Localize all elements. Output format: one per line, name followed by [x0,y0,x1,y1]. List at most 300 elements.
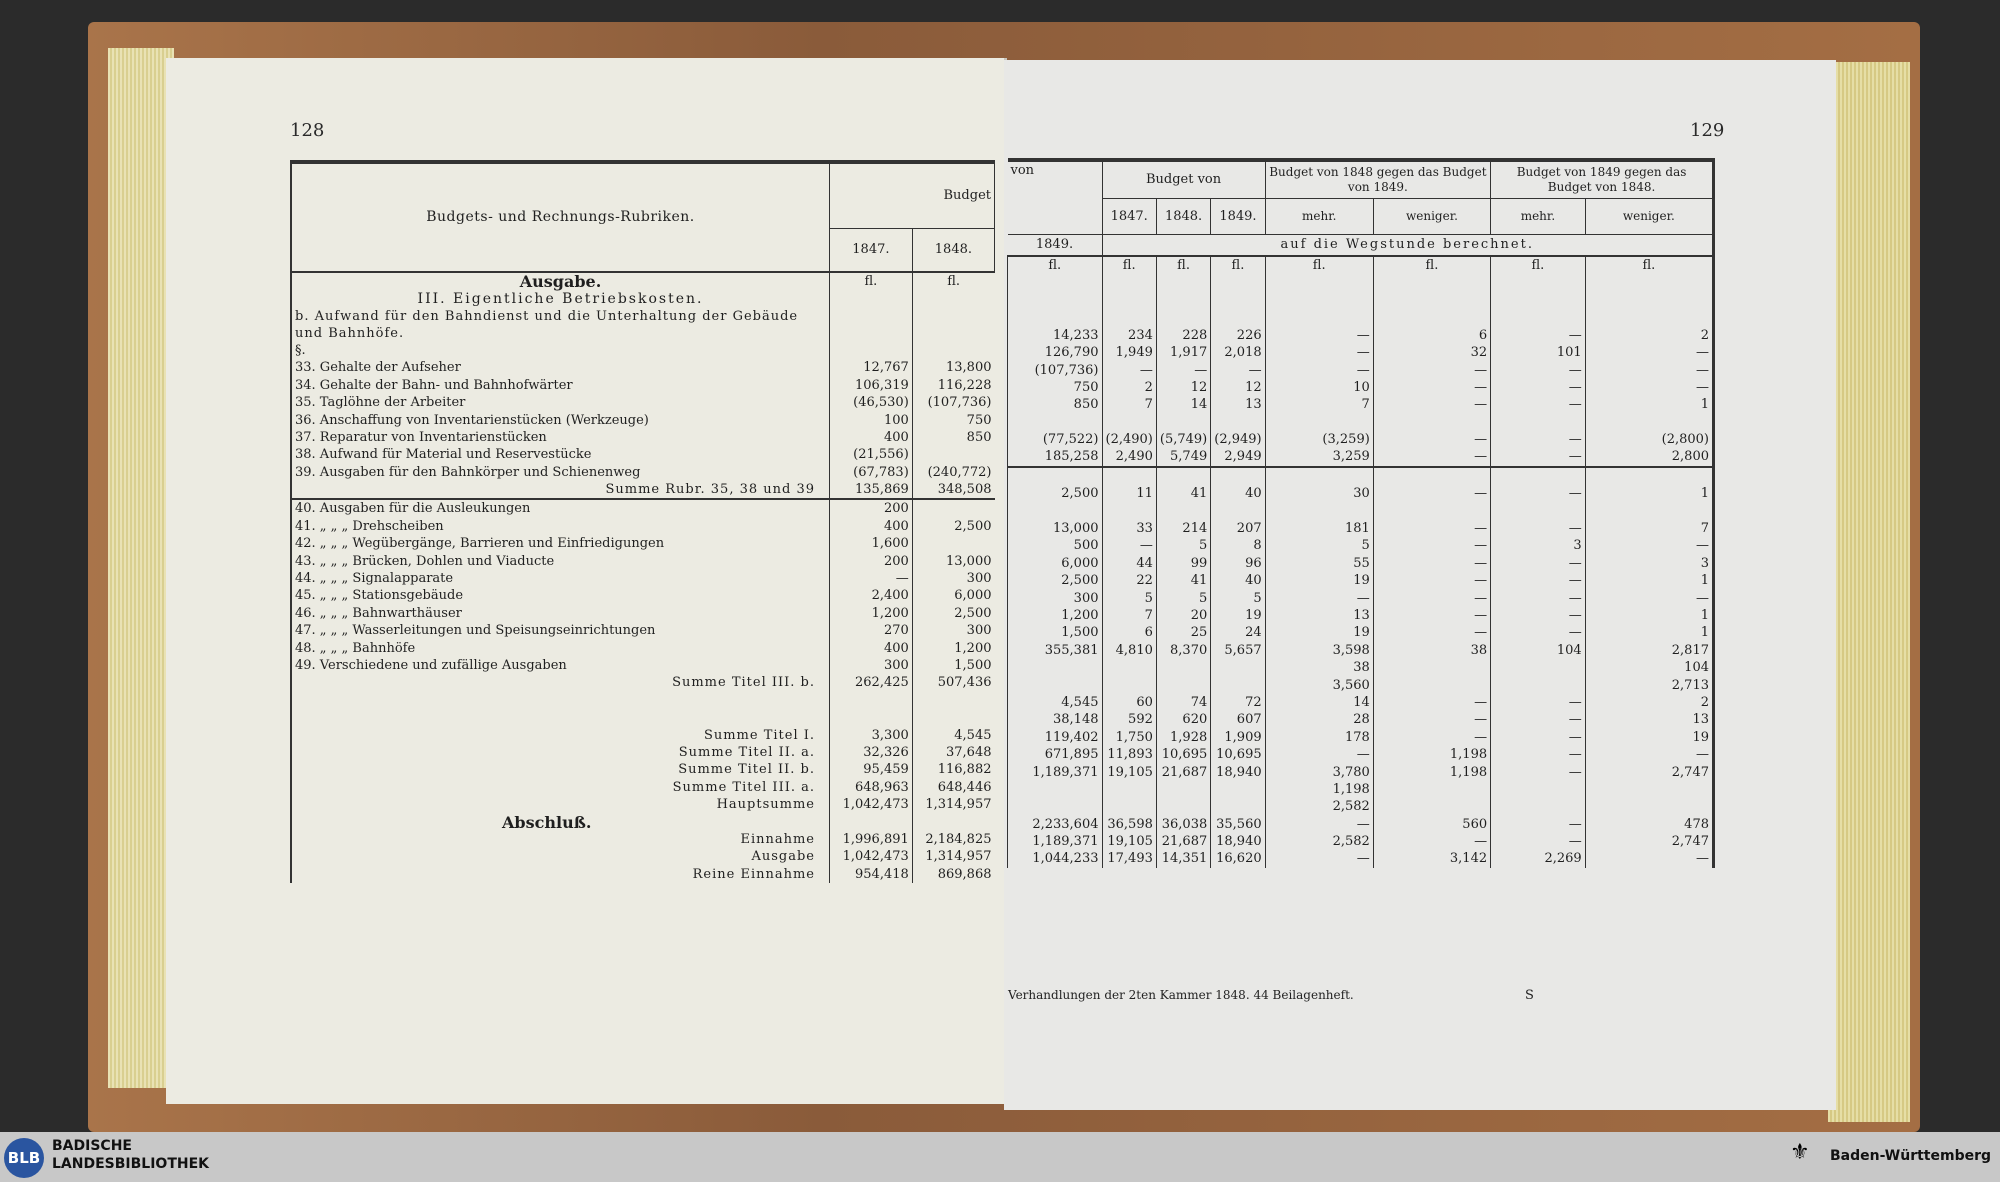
value-1847: 262,425 [830,674,913,691]
cell-col4 [1265,467,1373,485]
table-row [1008,555,1714,572]
table-row [1008,694,1714,711]
value-1848 [912,692,994,709]
y1849: 1849. [1211,198,1265,234]
page-edges-right [1828,62,1910,1122]
unit-cell: fl. [1585,256,1713,274]
cell-col3 [1211,414,1265,431]
cell-col5: — [1373,589,1490,606]
value-1847: 270 [830,622,913,639]
value-1848: (240,772) [912,464,994,481]
table-row [291,552,995,569]
cell-col4: 28 [1265,711,1373,728]
cell-col6 [1491,467,1586,485]
cell-col1: 6 [1102,624,1156,641]
cell-col3: 40 [1211,572,1265,589]
cell-col7: 2 [1585,694,1713,711]
value-1848 [912,709,994,726]
row-label: 36. Anschaffung von Inventarienstücken (Werkzeuge) [295,412,649,428]
cell-col3: 2,949 [1211,448,1265,466]
cell-col4: — [1265,746,1373,763]
table-row [291,796,995,813]
cell-col1 [1102,467,1156,485]
value-1848: 1,314,957 [912,796,994,813]
cell-col7: (2,800) [1585,431,1713,448]
table-row [291,744,995,761]
cell-col5: 1,198 [1373,746,1490,763]
cell-col0: 850 [1008,396,1103,413]
left-page-number: 128 [290,120,325,141]
table-row [1008,781,1714,798]
closing-1848: 2,184,825 [912,831,994,848]
unit-cell: fl. [1491,256,1586,274]
cell-col6: — [1491,379,1586,396]
cell-col4: 3,598 [1265,642,1373,659]
cell-col0: 1,189,371 [1008,763,1103,780]
cell-col2: 5 [1156,589,1210,606]
value-1847: 135,869 [830,481,913,499]
cell-col6: — [1491,572,1586,589]
cell-col0: 2,500 [1008,572,1103,589]
y1848: 1848. [1156,198,1210,234]
cell-col6: — [1491,589,1586,606]
cell-col3: 18,940 [1211,763,1265,780]
cell-col1 [1102,659,1156,676]
value-1848: 116,228 [912,377,994,394]
value-1847: 400 [830,639,913,656]
cell-col2: 5,749 [1156,448,1210,466]
cell-col7: 3 [1585,555,1713,572]
closing-col5: 560 [1373,816,1490,833]
closing-label: Einnahme [740,831,815,847]
cell-col5: — [1373,572,1490,589]
table-row [1008,572,1714,589]
cell-col7 [1585,502,1713,519]
left-budget-table [290,160,995,883]
row-label: Hauptsumme [716,797,815,813]
table-row [1008,502,1714,519]
table-row [1008,431,1714,448]
cell-col3: 19 [1211,607,1265,624]
cell-col7: 104 [1585,659,1713,676]
cell-col1 [1102,781,1156,798]
table-row [1008,361,1714,378]
cell-col2 [1156,414,1210,431]
cell-col5: — [1373,624,1490,641]
row-label: 49. Verschiedene und zufällige Ausgaben [295,658,567,673]
cell-col4: 19 [1265,572,1373,589]
cell-col5: 38 [1373,642,1490,659]
cell-col7 [1585,798,1713,815]
cell-col7 [1585,781,1713,798]
sheet-mark: S [1525,988,1534,1003]
cell-col1: 33 [1102,520,1156,537]
table-row [1008,589,1714,606]
value-1847: 1,200 [830,605,913,622]
row-label: Summe Rubr. 35, 38 und 39 [605,482,815,498]
cell-col5: 1,198 [1373,763,1490,780]
cell-col4: 3,259 [1265,448,1373,466]
value-1848: 850 [912,429,994,446]
cell-col1: 11,893 [1102,746,1156,763]
value-1847: (67,783) [830,464,913,481]
cell-col6: 104 [1491,642,1586,659]
closing-col5: 3,142 [1373,850,1490,867]
table-row [1008,607,1714,624]
abschluss-title: Abschluß. [502,812,592,832]
table-row [291,692,995,709]
cell-col7: 2,817 [1585,642,1713,659]
cell-col5 [1373,467,1490,485]
cell-col7: 13 [1585,711,1713,728]
cell-col0 [1008,659,1103,676]
cell-col6: — [1491,694,1586,711]
printer-signature: Verhandlungen der 2ten Kammer 1848. 44 Beilagenheft. [1008,988,1354,1002]
table-row [291,535,995,552]
cell-col6: — [1491,729,1586,746]
value-1848: 4,545 [912,726,994,743]
table-row [1008,659,1714,676]
cell-col6: — [1491,555,1586,572]
cell-col3: 207 [1211,520,1265,537]
cell-col5: — [1373,379,1490,396]
cell-col0: 185,258 [1008,448,1103,466]
cell-col6: 3 [1491,537,1586,554]
table-row [1008,711,1714,728]
unit-col2: fl. [912,272,994,290]
per-hour-header: auf die Wegstunde berechnet. [1102,234,1714,256]
cell-col2: 1,917 [1156,344,1210,361]
cell-col3: (2,949) [1211,431,1265,448]
cell-col6: — [1491,520,1586,537]
cell-col7: 1 [1585,572,1713,589]
cell-col6 [1491,798,1586,815]
value-1847: 100 [830,411,913,428]
cell-col4: 30 [1265,485,1373,502]
cell-col6: — [1491,431,1586,448]
value-1847: 95,459 [830,761,913,778]
cell-col1: 19,105 [1102,763,1156,780]
table-row [291,570,995,587]
cell-col0: 500 [1008,537,1103,554]
cell-col6: — [1491,448,1586,466]
table-row [1008,520,1714,537]
cell-col0: 355,381 [1008,642,1103,659]
table-row [291,377,995,394]
cell-col7: 2,800 [1585,448,1713,466]
cell-col3: 10,695 [1211,746,1265,763]
cell-col0: 14,233 [1008,327,1103,344]
closing-1848: 869,868 [912,866,994,883]
cell-col0: 671,895 [1008,746,1103,763]
closing-col3: 18,940 [1211,833,1265,850]
cell-col7: — [1585,537,1713,554]
unit-cell: fl. [1373,256,1490,274]
cell-col0: 300 [1008,589,1103,606]
cell-col0: 1,500 [1008,624,1103,641]
cell-col7: — [1585,379,1713,396]
table-row [291,657,995,674]
weniger-1: weniger. [1373,198,1490,234]
cell-col5: — [1373,431,1490,448]
row-label: 39. Ausgaben für den Bahnkörper und Schienenweg [295,464,641,480]
cell-col2: 1,928 [1156,729,1210,746]
cell-col7: 2,747 [1585,763,1713,780]
cell-col2: (5,749) [1156,431,1210,448]
cell-col1 [1102,676,1156,693]
table-row [1008,414,1714,431]
closing-col3: 16,620 [1211,850,1265,867]
cell-col7 [1585,414,1713,431]
table-row [1008,624,1714,641]
value-1847: 32,326 [830,744,913,761]
table-row [291,411,995,428]
cell-col3: 24 [1211,624,1265,641]
row-label: 46. „ „ „ Bahnwarthäuser [295,605,462,621]
budget-header: Budget [830,162,995,228]
cell-col4: 178 [1265,729,1373,746]
cell-col3 [1211,467,1265,485]
cell-col3 [1211,659,1265,676]
cell-col5: — [1373,448,1490,466]
unit-cell: fl. [1008,256,1103,274]
value-1848: 37,648 [912,744,994,761]
cell-col5 [1373,781,1490,798]
row-label: 42. „ „ „ Wegübergänge, Barrieren und Einfriedigungen [295,536,665,552]
closing-col1: 36,598 [1102,816,1156,833]
cell-col3: — [1211,361,1265,378]
cell-col3: 72 [1211,694,1265,711]
cell-col2: 214 [1156,520,1210,537]
cell-col2 [1156,781,1210,798]
cell-col6 [1491,781,1586,798]
cell-col3 [1211,781,1265,798]
value-1847: 1,042,473 [830,796,913,813]
closing-col7: — [1585,850,1713,867]
cell-col4: 7 [1265,396,1373,413]
cell-col2: 10,695 [1156,746,1210,763]
unit-cell: fl. [1102,256,1156,274]
table-row [291,779,995,796]
cell-col2: 99 [1156,555,1210,572]
closing-col2: 21,687 [1156,833,1210,850]
cell-col5 [1373,414,1490,431]
closing-col0: 1,044,233 [1008,850,1103,867]
cell-col6 [1491,659,1586,676]
value-1848: 13,800 [912,359,994,376]
value-1847: (21,556) [830,446,913,463]
value-1848: 116,882 [912,761,994,778]
value-1847 [830,709,913,726]
table-row [1008,729,1714,746]
closing-row [1008,816,1714,833]
cell-col2 [1156,502,1210,519]
library-line2: LANDESBIBLIOTHEK [52,1156,210,1172]
table-row [291,622,995,639]
value-1848 [912,499,994,517]
year-1849-col: 1849. [1008,234,1103,256]
table-row [291,429,995,446]
value-1848: 300 [912,570,994,587]
row-label: 45. „ „ „ Stationsgebäude [295,588,464,604]
cell-col5: 32 [1373,344,1490,361]
row-label: 41. „ „ „ Drehscheiben [295,518,444,534]
cell-col6: — [1491,624,1586,641]
cell-col0 [1008,676,1103,693]
unit-cell: fl. [1211,256,1265,274]
cell-col3: 13 [1211,396,1265,413]
closing-1847: 1,042,473 [830,848,913,865]
cell-col7: — [1585,344,1713,361]
value-1847: 400 [830,518,913,535]
value-1847: 3,300 [830,726,913,743]
cell-col4: 14 [1265,694,1373,711]
cell-col6 [1491,676,1586,693]
cell-col4: 2,582 [1265,798,1373,815]
value-1848: 2,500 [912,605,994,622]
cell-col0: 6,000 [1008,555,1103,572]
value-1848: 300 [912,622,994,639]
closing-col0: 1,189,371 [1008,833,1103,850]
cell-col1: (2,490) [1102,431,1156,448]
table-row [1008,746,1714,763]
table-row [1008,344,1714,361]
table-row [291,761,995,778]
cell-col6: — [1491,607,1586,624]
cell-col7: 19 [1585,729,1713,746]
cell-col0: (107,736) [1008,361,1103,378]
cell-col3: 1,909 [1211,729,1265,746]
cell-col4: (3,259) [1265,431,1373,448]
mehr-1: mehr. [1265,198,1373,234]
cell-col3: 2,018 [1211,344,1265,361]
cell-col1: 7 [1102,607,1156,624]
compare-1849-header: Budget von 1849 gegen das Budget von 1848. [1491,160,1714,198]
cell-col7: 1 [1585,396,1713,413]
cell-col7: — [1585,589,1713,606]
closing-col1: 19,105 [1102,833,1156,850]
cell-col2 [1156,798,1210,815]
year-1848-header: 1848. [912,228,994,272]
closing-row [1008,850,1714,867]
cell-col0 [1008,798,1103,815]
cell-col3 [1211,798,1265,815]
right-budget-table [1007,158,1715,868]
cell-col6: — [1491,763,1586,780]
row-label: 37. Reparatur von Inventarienstücken [295,429,547,445]
y1847: 1847. [1102,198,1156,234]
blb-logo: BLB [4,1138,44,1178]
cell-col4: 5 [1265,537,1373,554]
value-1848: 648,446 [912,779,994,796]
cell-col1: 44 [1102,555,1156,572]
cell-col0: 119,402 [1008,729,1103,746]
cell-col0: 38,148 [1008,711,1103,728]
section-title: Ausgabe. [291,272,830,290]
cell-col1 [1102,502,1156,519]
value-1848: 1,200 [912,639,994,656]
cell-col2: 228 [1156,327,1210,344]
cell-col7: 1 [1585,607,1713,624]
cell-col5: — [1373,711,1490,728]
page-edges-left [108,48,174,1088]
cell-col2: 74 [1156,694,1210,711]
cell-col3: 607 [1211,711,1265,728]
cell-col7: — [1585,361,1713,378]
cell-col5: — [1373,520,1490,537]
cell-col2: 620 [1156,711,1210,728]
row-label: 47. „ „ „ Wasserleitungen und Speisungseinrichtungen [295,623,656,639]
closing-row [1008,833,1714,850]
closing-col4: 2,582 [1265,833,1373,850]
cell-col7: 2 [1585,327,1713,344]
closing-1848: 1,314,957 [912,848,994,865]
cell-col1: 60 [1102,694,1156,711]
value-1848 [912,446,994,463]
value-1848: 507,436 [912,674,994,691]
table-row [1008,467,1714,485]
table-row [291,605,995,622]
closing-col3: 35,560 [1211,816,1265,833]
table-row [291,587,995,604]
cell-col4: — [1265,344,1373,361]
von-header: von [1008,160,1103,234]
cell-col1: 22 [1102,572,1156,589]
cell-col5: — [1373,361,1490,378]
cell-col1: 11 [1102,485,1156,502]
subsub-title: b. Aufwand für den Bahndienst und die Unterhaltung der Gebäude und Bahnhöfe. [295,308,799,341]
cell-col6: — [1491,327,1586,344]
cell-col2: 25 [1156,624,1210,641]
unit-cell: fl. [1265,256,1373,274]
row-label: 48. „ „ „ Bahnhöfe [295,640,416,656]
closing-col0: 2,233,604 [1008,816,1103,833]
cell-col4: 55 [1265,555,1373,572]
row-label: 43. „ „ „ Brücken, Dohlen und Viaducte [295,553,555,569]
row-label: Summe Titel III. b. [672,675,815,691]
cell-col2: 20 [1156,607,1210,624]
table-row [291,464,995,481]
row-label: Summe Titel II. a. [678,744,815,760]
cell-col4: 3,560 [1265,676,1373,693]
cell-col5: 6 [1373,327,1490,344]
cell-col2: 21,687 [1156,763,1210,780]
cell-col0 [1008,467,1103,485]
table-row [1008,396,1714,413]
cell-col1: 2 [1102,379,1156,396]
table-row [291,674,995,691]
cell-col0: 4,545 [1008,694,1103,711]
state-label: Baden-Württemberg [1830,1148,1992,1164]
cell-col7 [1585,467,1713,485]
closing-row [291,848,995,865]
table-row [291,518,995,535]
row-label: 35. Taglöhne der Arbeiter [295,395,466,411]
value-1848: 348,508 [912,481,994,499]
compare-1848-header: Budget von 1848 gegen das Budget von 1849. [1265,160,1491,198]
year-1847-header: 1847. [830,228,913,272]
cell-col4: 181 [1265,520,1373,537]
cell-col0: 126,790 [1008,344,1103,361]
row-label: 34. Gehalte der Bahn- und Bahnhofwärter [295,377,573,393]
cell-col5 [1373,502,1490,519]
table-row [1008,448,1714,466]
cell-col1: 5 [1102,589,1156,606]
row-label: 38. Aufwand für Material und Reservestücke [295,447,592,463]
value-1848: 6,000 [912,587,994,604]
cell-col4: 38 [1265,659,1373,676]
value-1847: 200 [830,499,913,517]
